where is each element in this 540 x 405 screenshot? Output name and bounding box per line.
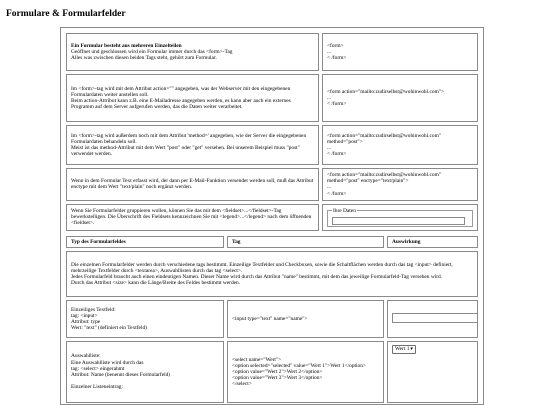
- select-effect-cell: [387, 341, 478, 403]
- intro-heading: Ein Formular besteht aus mehreren Einzelteilen: [71, 42, 182, 49]
- field-row-select: [66, 341, 478, 403]
- select-demo[interactable]: [392, 345, 416, 354]
- field-description-row: [66, 251, 478, 297]
- select-type: Auswahlliste: Eine Auswahlliste wird durch das tag: <select> eingerahmt Attribut: Name (benennt dieses Formularfeld) Einzelner Listeneintrag:: [66, 341, 224, 403]
- intro-text-5: Wenn Sie Formularfelder gruppieren wollen, können Sie das mit dem <fieldset>...</fieldset>-Tag bewerkstelligen. Die Überschrift des Fieldsets kennzeichnen Sie mit <legend>...</legend> nach dem öffnenden <fieldset>.: [66, 204, 319, 231]
- textfield-tag: <input type="text" name="name">: [227, 300, 384, 338]
- header-tag: Tag: [227, 236, 384, 248]
- header-type: Typ des Formularfeldes: [66, 236, 224, 248]
- fieldset-legend: Ihre Daten: [333, 207, 356, 214]
- intro-text-1: [66, 33, 319, 71]
- intro-table: [63, 30, 481, 234]
- header-effect: Auswirkung: [387, 236, 478, 248]
- text-input-demo[interactable]: [392, 313, 478, 323]
- intro-description-1: Geöffnet und geschlossen wird ein Formular immer durch das <form>-Tag Alles was zwischen diesen beiden Tags steht, gehört zum Formular.: [71, 48, 233, 62]
- fieldset-demo: [327, 208, 473, 227]
- page-title: Formulare & Formularfelder: [6, 9, 126, 19]
- intro-text-2: Im <form>-tag wird mit dem Attribut action="" angegeben, was der Webserver mit den eingegebenen Formulardaten weiter anstellen soll. Beim action-Attribut kann z.B. eine E-Mailadresse angegeben werden, es kann aber auch ein externes Programm auf dem Server aufgerufen werden, das die Daten weiter verarbeitet.: [66, 74, 319, 122]
- intro-text-3: Im <form>-tag wird außerdem noch mit dem Attribut 'method=' angegeben, wie der Server die eingegebenen Formulardaten behandeln soll. Meist ist das method-Attribut mit dem Wert "post" oder "get" versehen. Bei unserem Beispiel muss "post" verwendet werden.: [66, 125, 319, 165]
- intro-text-4: Wenn in dem Formular Text erfasst wird, der dann per E-Mail-Funktion versendet werden soll, muß das Attribut enctype mit dem Wert "text/plain" noch ergänzt werden.: [66, 168, 319, 201]
- intro-code-1: <form> ... < /form>: [322, 33, 478, 71]
- field-row-textfield: [66, 300, 478, 338]
- select-demo-value: Wert 1: [395, 346, 410, 353]
- textfield-type: Einzeiliges Textfeld: tag: <input> Attribut: type Wert: "text" (definiert ein Textfeld): [66, 300, 224, 338]
- select-tag: <select name="Wert"> <option selected="selected" value="Wert 1">Wert 1</option> <option value="Wert 2">Wert 2</option> <option value="Wert 3">Wert 3</option> </select>: [227, 341, 384, 403]
- field-table: [63, 233, 481, 405]
- intro-row-4: [66, 168, 478, 201]
- chevron-down-icon: ▾: [410, 347, 413, 353]
- fieldset-demo-cell: [322, 204, 478, 231]
- content-frame: [60, 27, 484, 405]
- field-table-header: [66, 236, 478, 248]
- intro-row-2: [66, 74, 478, 122]
- intro-code-3: <form action="mailto:zudirselbst@wohinwohl.com" method="post"> ... < /form>: [322, 125, 478, 165]
- field-description: Die einzelnen Formularfelder werden durch verschiedene tags bestimmt. Einzeilige Textfelder und Checkboxen, sowie die Schaltflächen werden durch das tag <input> definiert, mehrzeilige Textfelder durch <textarea>, Auswahllisten durch das tag <select>. Jedes Formularfeld braucht auch einen eindeutigen Namen. Dieser Name wird durch das Attribut "name" bestimmt, mit dem das jeweilige Formularfeld-Tag versehen wird. Durch das Attribut <size> kann die Länge/Breite des Feldes bestimmt werden.: [66, 251, 478, 297]
- intro-code-2: <form action="mailto:zudirselbst@wohinwohl.com"> ... < /form>: [322, 74, 478, 122]
- intro-row-5: [66, 204, 478, 231]
- intro-row-1: [66, 33, 478, 71]
- fieldset-demo-input[interactable]: [332, 217, 465, 225]
- intro-code-4: <form action="mailto:zudirselbst@wohinwohl.com" method="post" enctype="text/plain"> ... < /form>: [322, 168, 478, 201]
- textfield-effect-cell: [387, 300, 478, 338]
- intro-row-3: [66, 125, 478, 165]
